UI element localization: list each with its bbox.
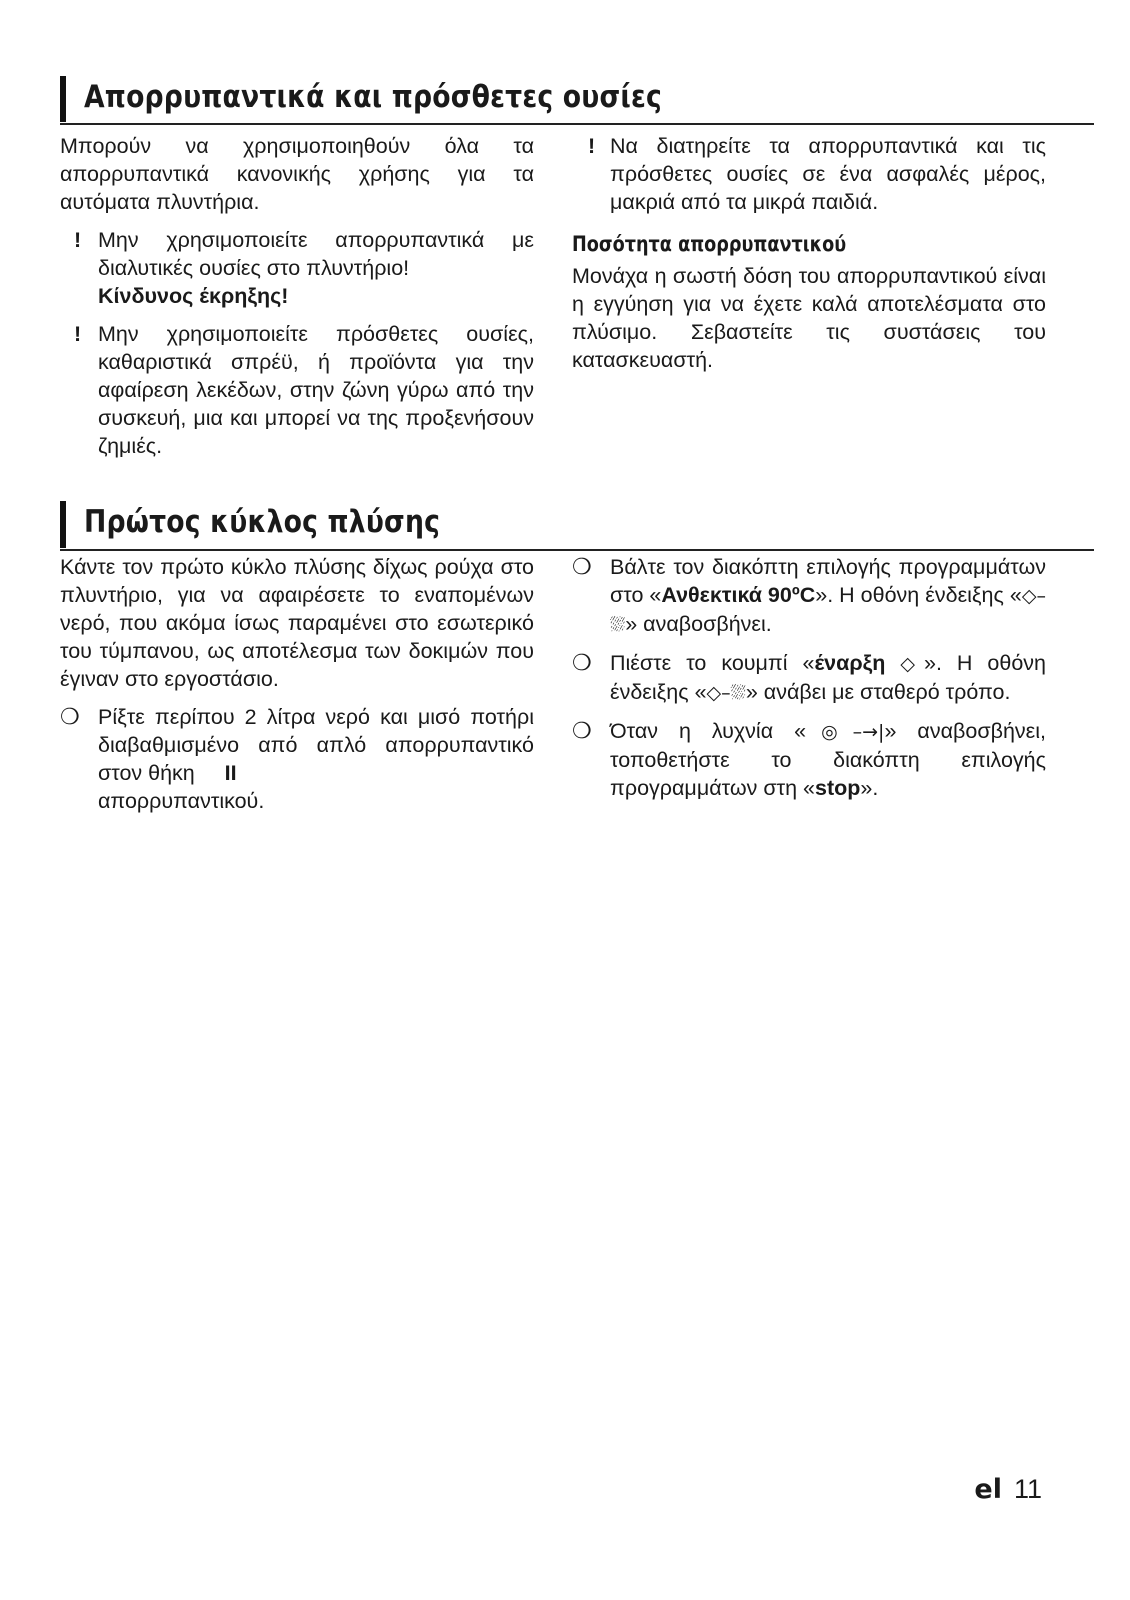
intro-paragraph: Κάντε τον πρώτο κύκλο πλύσης δίχως ρούχα στο πλυντήριο, για να αφαιρέσετε το εναπομένων νερό, που ακόμα ίσως παραμένει στο εσωτερικό του τύμπανου, ως αποτέλεσμα των δοκιμών που έγιναν στο εργοστάσιο. (60, 555, 534, 691)
warning-bold: Κίνδυνος έκρηξης! (98, 284, 289, 308)
warning-mark: ! (74, 228, 82, 252)
start-button-icon: ◇ (900, 653, 924, 675)
step-item: ❍ Όταν η λυχνία «◎–→|» αναβοσβήνει, τοποθετήστε το διακόπτη επιλογής προγραμμάτων στη «stop». (572, 718, 1047, 800)
step-bullet-icon: ❍ (60, 704, 80, 729)
section-title: Πρώτος κύκλος πλύσης (84, 504, 441, 540)
start-wash-indicator-icon: ◇–⛆ (706, 682, 746, 704)
warning-item (572, 132, 1046, 216)
warning-item (60, 320, 534, 460)
end-lamp-icon: ◎–→| (806, 721, 885, 743)
step-item: ❍ Πιέστε το κουμπί «έναρξη ◇». Η οθόνη ένδειξης «◇–⛆» ανάβει με σταθερό τρόπο. (572, 650, 1046, 704)
warning-mark: ! (588, 134, 596, 158)
program-name: Ανθεκτικά 90ºC (661, 583, 816, 607)
warning-item (60, 226, 534, 310)
stop-label: stop (815, 776, 861, 800)
dosage-paragraph: Μονάχα η σωστή δόση του απορρυπαντικού είναι η εγγύηση για να έχετε καλά αποτελέσματα στο πλύσιμο. Σεβαστείτε τις συστάσεις του κατασκευαστή. (572, 264, 1046, 372)
step-bullet-icon: ❍ (572, 718, 592, 743)
heading-bar (60, 76, 66, 122)
subheading-dosage: Ποσότητα απορρυπαντικού (572, 232, 847, 256)
section2-right-column (572, 553, 1046, 802)
page-number: 11 (1013, 1474, 1042, 1504)
heading-bar (60, 501, 66, 548)
warning-text: Μην χρησιμοποιείτε πρόσθετες ουσίες, καθαριστικά σπρέϋ, ή προϊόντα για την αφαίρεση λεκέδων, στην ζώνη γύρω από την συσκευή, μια και μπορεί να της προξενήσουν ζημιές. (98, 322, 534, 458)
step-text-tail: απορρυπαντικού. (98, 789, 265, 813)
intro-paragraph: Μπορούν να χρησιμοποιηθούν όλα τα απορρυπαντικά κανονικής χρήσης για τα αυτόματα πλυντήρια. (60, 134, 534, 214)
language-code: el (974, 1474, 1002, 1505)
start-wash-indicator-icon: ◇–⛆ (610, 585, 1046, 636)
warning-text: Μην χρησιμοποιείτε απορρυπαντικά με διαλυτικές ουσίες στο πλυντήριο! (98, 228, 534, 280)
step-text: Ρίξτε περίπου 2 λίτρα νερό και μισό ποτήρι διαβαθμισμένο από απλό απορρυπαντικό στον θήκη (98, 705, 534, 785)
heading-rule (60, 123, 1094, 125)
section1-left-column (60, 132, 534, 460)
step-bullet-icon: ❍ (572, 554, 592, 579)
step-item (60, 703, 534, 815)
warning-mark: ! (74, 322, 82, 346)
step-item: ❍ Βάλτε τον διακόπτη επιλογής προγραμμάτων στο «Ανθεκτικά 90ºC». Η οθόνη ένδειξης «◇–⛆» αναβοσβήνει. (572, 554, 1046, 636)
warning-text: Να διατηρείτε τα απορρυπαντικά και τις πρόσθετες ουσίες σε ένα ασφαλές μέρος, μακριά από τα μικρά παιδιά. (610, 134, 1046, 214)
start-button-label: έναρξη (814, 651, 886, 675)
section1-right-column (572, 132, 1046, 374)
heading-rule (60, 549, 1094, 551)
section-title: Απορρυπαντικά και πρόσθετες ουσίες (84, 79, 662, 115)
section-heading-detergents (60, 76, 1094, 126)
section2-left-column (60, 553, 534, 815)
section-heading-first-wash (60, 501, 1094, 551)
page-footer (974, 1474, 1042, 1505)
step-bullet-icon: ❍ (572, 650, 592, 675)
compartment-label: II (224, 761, 237, 785)
